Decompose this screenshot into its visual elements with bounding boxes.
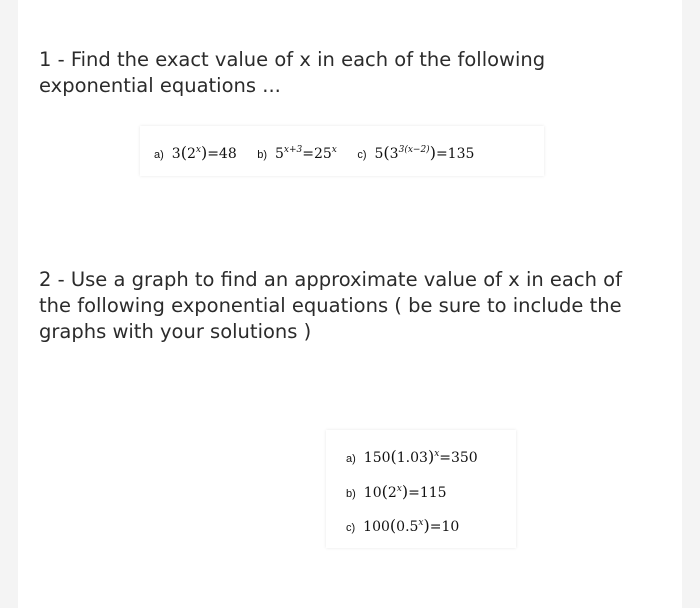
equation-1a: a) $3(2^x)=48$ <box>154 143 237 162</box>
equation-2b: b) $10(2^x)=115$ <box>346 482 447 501</box>
question-1-text: 1 - Find the exact value of x in each of the following exponential equations ... <box>39 48 546 97</box>
equation-1b: b) $5^{x+3}=25^x$ <box>257 145 337 162</box>
equation-2a: a) $150(1.03)^x=350$ <box>346 447 478 466</box>
question-2-equations-image <box>326 430 516 548</box>
equation-1c: c) $5(3^{3(x-2)})=135$ <box>357 143 475 162</box>
question-1-equations-image <box>140 126 544 176</box>
equation-2c: c) $100(0.5^x)=10$ <box>346 516 460 535</box>
document-page <box>18 0 682 608</box>
question-2-text: 2 - Use a graph to find an approximate value of x in each of the following exponential equations ( be sure to include the graphs with your solutions ) <box>39 268 622 343</box>
